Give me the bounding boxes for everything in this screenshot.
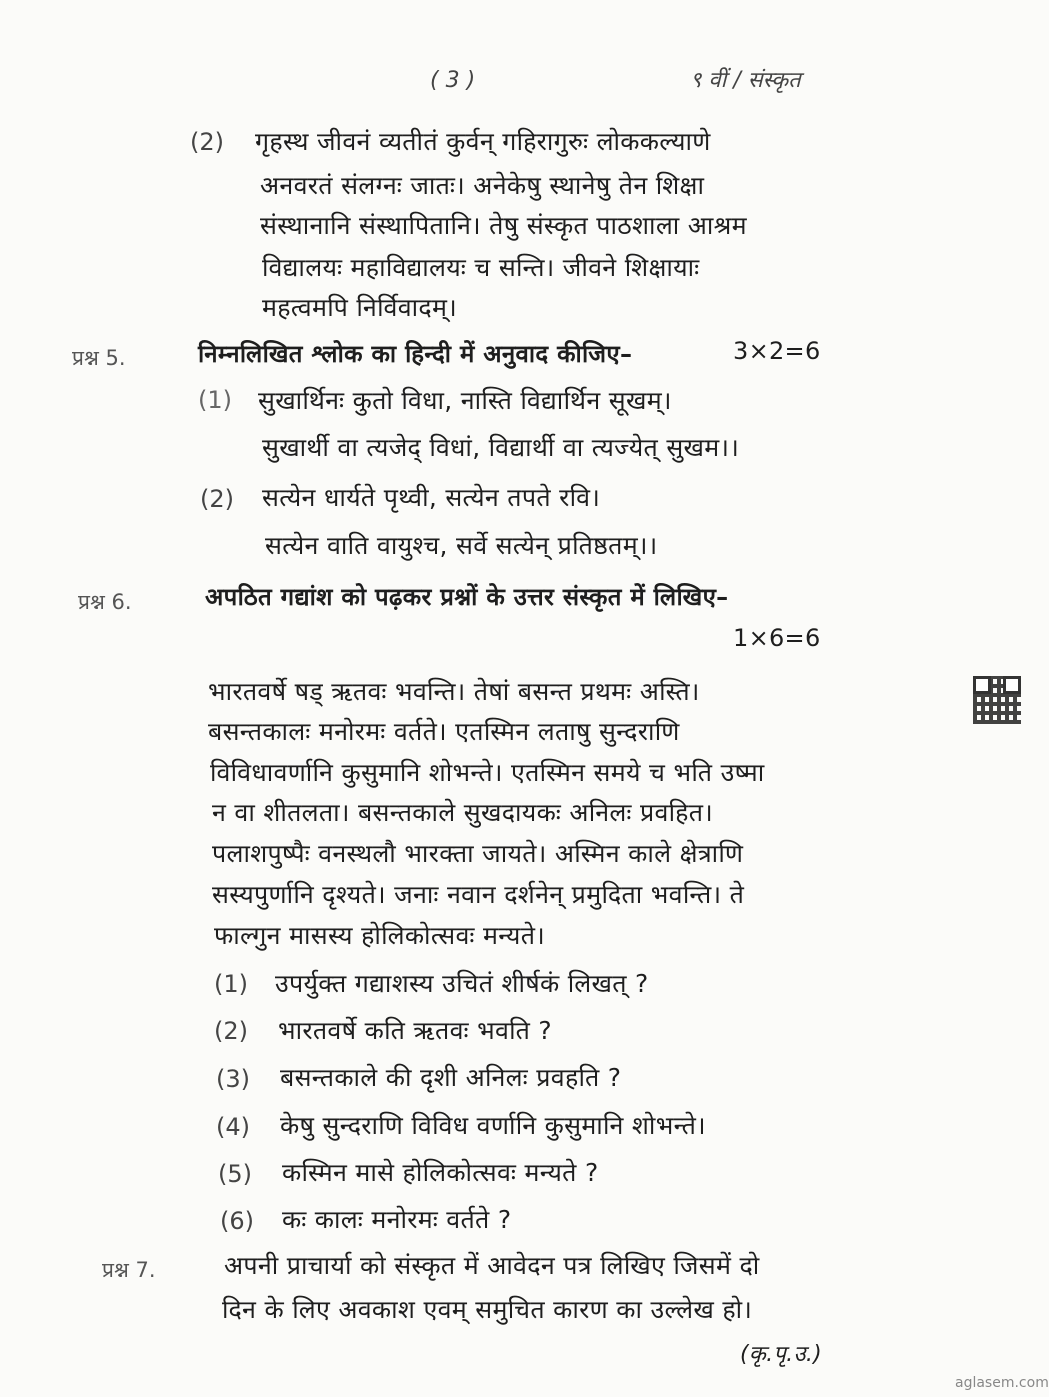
- passage-line: महत्वमपि निर्विवादम्।: [262, 293, 458, 322]
- unseen-passage-line: सस्यपुर्णानि दृश्यते। जनाः नवान दर्शनेन् प्रमुदिता भवन्ति। ते: [212, 880, 745, 909]
- sub-question-text: कः कालः मनोरमः वर्तते ?: [282, 1205, 512, 1234]
- sub-question-text: उपर्युक्त गद्याशस्य उचितं शीर्षकं लिखत् ?: [275, 969, 649, 998]
- question-title: निम्नलिखित श्लोक का हिन्दी में अनुवाद कीजिए–: [198, 340, 633, 368]
- question-title: अपठित गद्यांश को पढ़कर प्रश्नों के उत्तर संस्कृत में लिखिए–: [205, 583, 729, 611]
- passage-line: अनवरतं संलग्नः जातः। अनेकेषु स्थानेषु तेन शिक्षा: [260, 171, 705, 200]
- passage-line: विद्यालयः महाविद्यालयः च सन्ति। जीवने शिक्षायाः: [262, 253, 700, 282]
- sub-question-number: (4): [216, 1113, 250, 1141]
- shloka-number: (2): [200, 485, 234, 513]
- passage-item-number: (2): [190, 128, 224, 156]
- passage-line: संस्थानानि संस्थापितानि। तेषु संस्कृत पाठशाला आश्रम: [260, 211, 747, 240]
- question-label: प्रश्न 7.: [102, 1258, 156, 1282]
- question-marks: 3×2=6: [733, 337, 821, 365]
- qr-code-icon: [973, 676, 1021, 724]
- question-text: दिन के लिए अवकाश एवम् समुचित कारण का उल्लेख हो।: [222, 1295, 753, 1324]
- shloka-line: सत्येन वाति वायुश्च, सर्वे सत्येन् प्रतिष्ठतम्।।: [265, 531, 658, 560]
- question-label: प्रश्न 6.: [78, 590, 132, 614]
- question-marks: 1×6=6: [733, 624, 821, 652]
- sub-question-text: भारतवर्षे कति ऋतवः भवति ?: [278, 1016, 552, 1045]
- passage-line: गृहस्थ जीवनं व्यतीतं कुर्वन् गहिरागुरुः लोककल्याणे: [255, 127, 711, 156]
- sub-question-number: (3): [216, 1065, 250, 1093]
- sub-question-text: बसन्तकाले की दृशी अनिलः प्रवहति ?: [280, 1063, 622, 1092]
- shloka-number: (1): [198, 386, 232, 414]
- unseen-passage-line: फाल्गुन मासस्य होलिकोत्सवः मन्यते।: [214, 921, 546, 950]
- sub-question-text: कस्मिन मासे होलिकोत्सवः मन्यते ?: [282, 1158, 599, 1187]
- shloka-line: सुखार्थिनः कुतो विधा, नास्ति विद्यार्थिन सूखम्।: [258, 386, 672, 415]
- shloka-line: सत्येन धार्यते पृथ्वी, सत्येन तपते रवि।: [262, 483, 601, 512]
- sub-question-number: (2): [214, 1017, 248, 1045]
- please-turn-over: (कृ.पृ.उ.): [740, 1342, 822, 1367]
- sub-question-number: (5): [218, 1160, 252, 1188]
- question-label: प्रश्न 5.: [72, 346, 126, 370]
- sub-question-number: (1): [214, 970, 248, 998]
- unseen-passage-line: बसन्तकालः मनोरमः वर्तते। एतस्मिन लताषु सुन्दराणि: [208, 717, 680, 746]
- sub-question-text: केषु सुन्दराणि विविध वर्णानि कुसुमानि शोभन्ते।: [280, 1111, 706, 1140]
- unseen-passage-line: भारतवर्षे षड् ऋतवः भवन्ति। तेषां बसन्त प्रथमः अस्ति।: [208, 677, 700, 706]
- question-text: अपनी प्राचार्या को संस्कृत में आवेदन पत्र लिखिए जिसमें दो: [224, 1251, 760, 1280]
- unseen-passage-line: विविधावर्णानि कुसुमानि शोभन्ते। एतस्मिन समये च भति उष्मा: [210, 758, 765, 787]
- shloka-line: सुखार्थी वा त्यजेद् विधां, विद्यार्थी वा त्यज्येत् सुखम।।: [262, 433, 740, 462]
- sub-question-number: (6): [220, 1207, 254, 1235]
- unseen-passage-line: न वा शीतलता। बसन्तकाले सुखदायकः अनिलः प्रवहित।: [212, 798, 714, 827]
- unseen-passage-line: पलाशपुष्पैः वनस्थलौ भारक्ता जायते। अस्मिन काले क्षेत्राणि: [212, 839, 744, 868]
- page-number: ( 3 ): [430, 68, 476, 93]
- watermark-footer: aglasem.com: [955, 1375, 1049, 1391]
- class-subject-header: ९ वीं / संस्कृत: [690, 68, 801, 93]
